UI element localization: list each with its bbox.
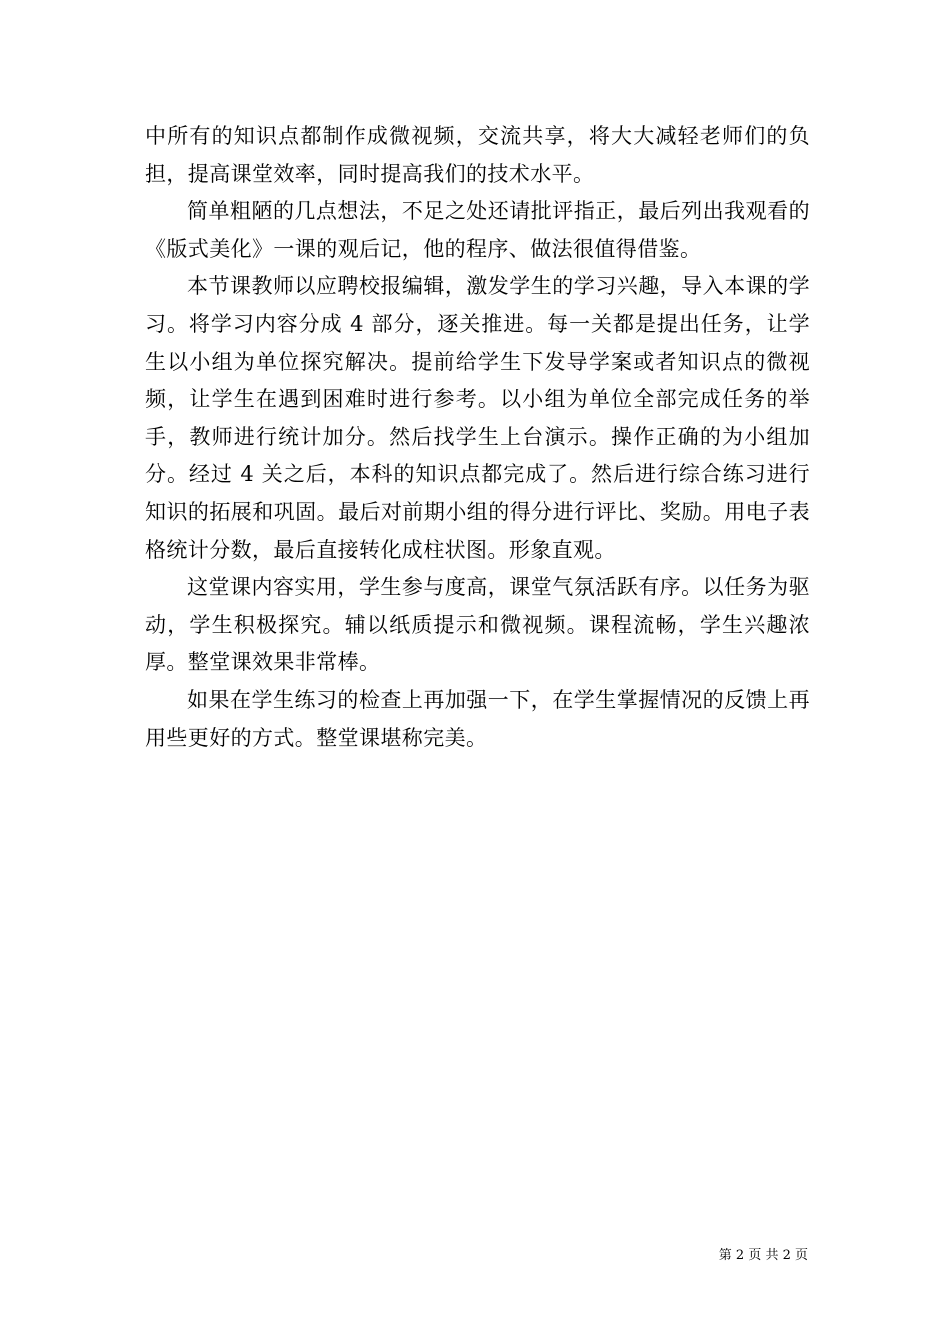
page-number-footer: 第 2 页 共 2 页 — [718, 1248, 808, 1263]
paragraph-lesson-process: 本节课教师以应聘校报编辑，激发学生的学习兴趣，导入本课的学习。将学习内容分成 4 部分，逐关推进。每一关都是提出任务，让学生以小组为单位探究解决。提前给学生下发导学案或者知识点的微视频，让学生在遇到困难时进行参考。以小组为单位全部完成任务的举手，教师进行统计加分。然后找学生上台演示。操作正确的为小组加分。经过 4 关之后，本科的知识点都完成了。然后进行综合练习进行知识的拓展和巩固。最后对前期小组的得分进行评比、奖励。用电子表格统计分数，最后直接转化成柱状图。形象直观。 — [145, 274, 810, 562]
document-body — [145, 118, 810, 757]
paragraph-evaluation: 这堂课内容实用，学生参与度高，课堂气氛活跃有序。以任务为驱动，学生积极探究。辅以纸质提示和微视频。课程流畅，学生兴趣浓厚。整堂课效果非常棒。 — [145, 575, 810, 675]
paragraph-continuation: 中所有的知识点都制作成微视频，交流共享，将大大减轻老师们的负担，提高课堂效率，同时提高我们的技术水平。 — [145, 124, 810, 186]
paragraph-suggestion: 如果在学生练习的检查上再加强一下，在学生掌握情况的反馈上再用些更好的方式。整堂课堪称完美。 — [145, 687, 810, 750]
paragraph-thoughts: 简单粗陋的几点想法，不足之处还请批评指正，最后列出我观看的《版式美化》一课的观后记，他的程序、做法很值得借鉴。 — [145, 199, 810, 261]
